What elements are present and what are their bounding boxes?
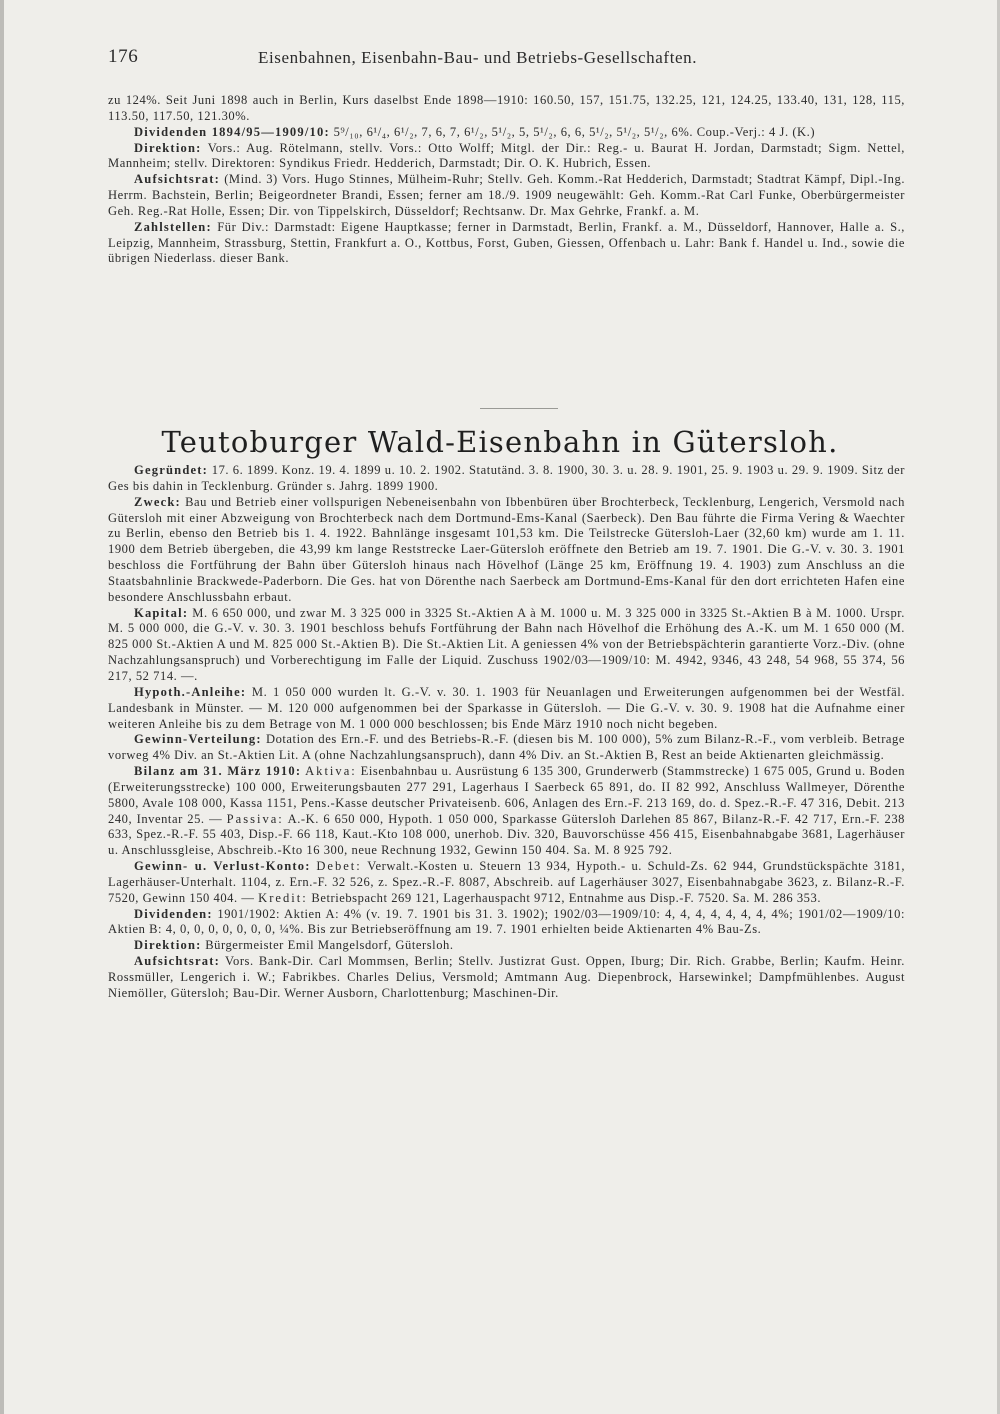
dividenden-text: 5⁹/₁₀, 6¹/₄, 6¹/₂, 7, 6, 7, 6¹/₂, 5¹/₂, 5, 5¹/₂, 6, 6, 5¹/₂, 5¹/₂, 5¹/₂, 6%. Coup.-Verj.: 4 J. (K.) <box>333 124 816 139</box>
bilanz-aktiva-text: Eisenbahnbau u. Ausrüstung 6 135 300, Grunderwerb (Stammstrecke) 1 675 005, Grund u. Boden (Erweiterungsstrecke) 100 000, Erweiterungsbauten 277 291, Lagerhaus I Saerbeck 65 891, do. II 82 992, Anschluss Wallmeyer, Dörenthe 5800, Avale 108 000, Kassa 1151, Pens.-Kasse deutscher Privateisenb. 606, Anlagen des Ern.-F. 213 169, do. d. Spez.-R.-F. 47 316, Debit. 213 240, Inventar 25. — <box>108 764 906 826</box>
article-aufsichtsrat-label: Aufsichtsrat: <box>134 954 220 969</box>
direktion-text: Vors.: Aug. Rötelmann, stellv. Vors.: Otto Wolff; Mitgl. der Dir.: Reg.- u. Baurat H. Jordan, Darmstadt; Sigm. Nettel, Mannheim; stellv. Direktoren: Syndikus Friedr. Hedderich, Darmstadt; Dir. O. K. Hubrich, Essen. <box>108 140 905 171</box>
gegruendet-text: 17. 6. 1899. Konz. 19. 4. 1899 u. 10. 2. 1902. Statutänd. 3. 8. 1900, 30. 3. u. 28. 9. 1901, 25. 9. 1903 u. 29. 9. 1909. Sitz der Ges bis dahin in Tecklenburg. Gründer s. Jahrg. 1899 1900. <box>108 463 905 493</box>
article-dividenden-text: 1901/1902: Aktien A: 4% (v. 19. 7. 1901 bis 31. 3. 1902); 1902/03—1909/10: 4, 4, 4, 4, 4, 4, 4, 4%; 1901/02—1909/10: Aktien B: 4, 0, 0, 0, 0, 0, 0, 0, ¼%. Bis zur Betriebseröffnung am 19. 7. 1901 erhielten beide Aktienarten 4% Bau-Zs. <box>108 906 905 937</box>
aufsichtsrat-text: (Mind. 3) Vors. Hugo Stinnes, Mülheim-Ruhr; Stellv. Geh. Komm.-Rat Hedderich, Darmstadt; Stadtrat Kämpf, Dipl.-Ing. Herrm. Bachstein, Berlin; Beigeordneter Brandi, Essen; ferner am 18./9. 1909 neugewählt: Geh. Komm.-Rat Carl Funke, Oberbürgermeister Geh. Reg.-Rat Holle, Essen; Dir. von Tippelskirch, Düsseldorf; Rechtsanw. Dr. Max Gehrke, Frankf. a. M. <box>108 172 905 218</box>
guv-paragraph <box>108 859 905 907</box>
anleihe-text: M. 1 050 000 wurden lt. G.-V. v. 30. 1. 1903 für Neuanlagen und Erweiterungen aufgenommen bei der Westfäl. Landesbank in Münster. — M. 120 000 aufgenommen bei der Sparkasse in Gütersloh. — Die G.-V. v. 30. 9. 1908 hat die Aufnahme einer weiteren Anleihe bis zu dem Betrage von M. 1 000 000 beschlossen; bis Ende März 1910 noch nicht begeben. <box>108 684 906 731</box>
guv-debet-label: Debet: <box>316 859 362 874</box>
bilanz-aktiva-label: Aktiva: <box>305 764 357 779</box>
anleihe-paragraph <box>108 685 905 733</box>
bilanz-passiva-label: Passiva: <box>226 811 284 826</box>
gewinn-verteilung-paragraph <box>108 732 905 764</box>
anleihe-label: Hypoth.-Anleihe: <box>134 684 247 699</box>
guv-label: Gewinn- u. Verlust-Konto: <box>134 859 311 874</box>
zahlstellen-paragraph <box>108 220 905 268</box>
article-dividenden-label: Dividenden: <box>134 906 213 921</box>
article-direktion-text: Bürgermeister Emil Mangelsdorf, Gütersloh. <box>205 938 454 953</box>
gegruendet-paragraph <box>108 463 905 495</box>
section-divider <box>480 408 558 409</box>
article-aufsichtsrat-paragraph <box>108 954 905 1002</box>
scan-left-edge <box>0 0 4 1414</box>
zahlstellen-text: Für Div.: Darmstadt: Eigene Hauptkasse; ferner in Darmstadt, Berlin, Frankf. a. M., Düsseldorf, Hannover, Halle a. S., Leipzig, Mannheim, Strassburg, Stettin, Frankfurt a. O., Kottbus, Forst, Guben, Giessen, Offenbach u. Lahr: Bank f. Handel u. Ind., sowie die übrigen Niederlass. dieser Bank. <box>108 219 905 266</box>
previous-entry <box>108 93 905 267</box>
kurs-paragraph: zu 124%. Seit Juni 1898 auch in Berlin, Kurs daselbst Ende 1898—1910: 160.50, 157, 151.75, 132.25, 121, 124.25, 133.40, 131, 128, 115, 113.50, 117.50, 121.30%. <box>108 93 905 123</box>
direktion-label: Direktion: <box>134 140 202 155</box>
article-title: Teutoburger Wald-Eisenbahn in Gütersloh. <box>161 425 839 459</box>
aufsichtsrat-label: Aufsichtsrat: <box>134 172 220 187</box>
page-number: 176 <box>108 46 139 67</box>
aufsichtsrat-paragraph <box>108 172 905 220</box>
running-title: Eisenbahnen, Eisenbahn-Bau- und Betriebs-Gesellschaften. <box>258 48 698 67</box>
direktion-paragraph <box>108 141 905 173</box>
gewinn-verteilung-label: Gewinn-Verteilung: <box>134 732 262 747</box>
dividenden-label: Dividenden 1894/95—1909/10: <box>134 124 330 139</box>
gewinn-verteilung-text: Dotation des Ern.-F. und des Betriebs-R.-F. (diesen bis M. 100 000), 5% zum Bilanz-R.-F., vom verbleib. Betrage vorweg 4% Div. an St.-Aktien Lit. A (ohne Nachzahlungsanspruch), dann 4% Div. an St.-Aktien B, Rest an beide Aktienarten gleichmässig. <box>108 732 905 763</box>
zweck-text: Bau und Betrieb einer vollspurigen Nebeneisenbahn von Ibbenbüren über Brochterbeck, Tecklenburg, Lengerich, Versmold nach Gütersloh mit einer Abzweigung von Brochterbeck nach dem Dortmund-Ems-Kanal (Saerbeck). Den Bau führte die Firma Vering & Waechter zu Berlin, ebenso den Betrieb bis 1. 4. 1922. Bahnlänge insgesamt 101,53 km. Die Teilstrecke Gütersloh-Laer (32,60 km) wurde am 1. 11. 1900 dem Betrieb übergeben, die 43,99 km lange Reststrecke Laer-Gütersloh eröffnete den Betrieb am 19. 7. 1901. Die G.-V. v. 30. 3. 1901 beschloss die Fortführung der Bahn über Gütersloh hinaus nach Hövelhof (Länge 25 km, Eröffnung 19. 4. 1903) zum Anschluss an die Staatsbahnlinie Brackwede-Paderborn. Die Ges. hat von Dörenthe nach Saerbeck am Dortmund-Ems-Kanal für den dort errichteten Hafen eine besondere Anschlussbahn erbaut. <box>108 494 905 604</box>
dividenden-paragraph <box>108 125 905 141</box>
zweck-label: Zweck: <box>134 494 181 509</box>
bilanz-label: Bilanz am 31. März 1910: <box>134 764 302 779</box>
zweck-paragraph <box>108 495 905 606</box>
kapital-text: M. 6 650 000, und zwar M. 3 325 000 in 3325 St.-Aktien A à M. 1000 u. M. 3 325 000 in 3325 St.-Aktien B à M. 1000. Urspr. M. 5 000 000, die G.-V. v. 30. 3. 1901 beschloss behufs Fortführung der Bahn nach Hövelhof die Erhöhung des A.-K. um M. 1 650 000 (M. 825 000 St.-Aktien A und M. 825 000 St.-Aktien B). Die St.-Aktien Lit. A geniessen 4% von der Betriebspächterin garantierte Vorz.-Div. (ohne Nachzahlungsanspruch) und Vorberechtigung im Falle der Liquid. Zuschuss 1902/03—1909/10: M. 4942, 9346, 43 248, 54 968, 55 374, 56 217, 52 714. —. <box>108 605 905 683</box>
bilanz-passiva-text: A.-K. 6 650 000, Hypoth. 1 050 000, Sparkasse Gütersloh Darlehen 85 867, Bilanz-R.-F. 42 717, Ern.-F. 238 633, Spez.-R.-F. 55 403, Disp.-F. 66 118, Kaut.-Kto 108 000, unerhob. Div. 320, Bauvorschüsse 456 415, Eisenbahnabgabe 3681, Lagerhäuser u. Anschlussgleise, Abschreib.-Kto 16 300, neue Rechnung 1932, Gewinn 150 404. Sa. M. 8 925 792. <box>108 811 906 858</box>
guv-debet-text: Verwalt.-Kosten u. Steuern 13 934, Hypoth.- u. Schuld-Zs. 62 944, Grundstückspächte 3181, Lagerhäuser-Unterhalt. 1104, z. Ern.-F. 32 526, z. Spez.-R.-F. 8087, Abschreib. auf Lagerhäuser 3027, Eisenbahnabgabe 3623, z. Bilanz-R.-F. 7520, Gewinn 150 404. — <box>108 859 906 905</box>
zahlstellen-label: Zahlstellen: <box>134 219 212 234</box>
guv-kredit-text: Betriebspacht 269 121, Lagerhauspacht 9712, Entnahme aus Disp.-F. 7520. Sa. M. 286 353. <box>311 890 822 905</box>
article-direktion-paragraph <box>108 938 905 954</box>
article-body <box>108 463 905 1002</box>
article-dividenden-paragraph <box>108 907 905 939</box>
bilanz-paragraph <box>108 764 905 859</box>
article-aufsichtsrat-text: Vors. Bank-Dir. Carl Mommsen, Berlin; Stellv. Justizrat Gust. Oppen, Iburg; Dir. Rich. Grabbe, Berlin; Kaufm. Heinr. Rossmüller, Lengerich i. W.; Fabrikbes. Charles Delius, Versmold; Amtmann Aug. Diepenbrock, Harsewinkel; Dampfmühlenbes. August Niemöller, Gütersloh; Bau-Dir. Werner Ausborn, Charlottenburg; Maschinen-Dir. <box>108 954 905 1000</box>
kapital-paragraph <box>108 606 905 685</box>
kapital-label: Kapital: <box>134 605 189 620</box>
article-direktion-label: Direktion: <box>134 938 202 953</box>
guv-kredit-label: Kredit: <box>258 890 308 905</box>
gegruendet-label: Gegründet: <box>134 463 209 477</box>
